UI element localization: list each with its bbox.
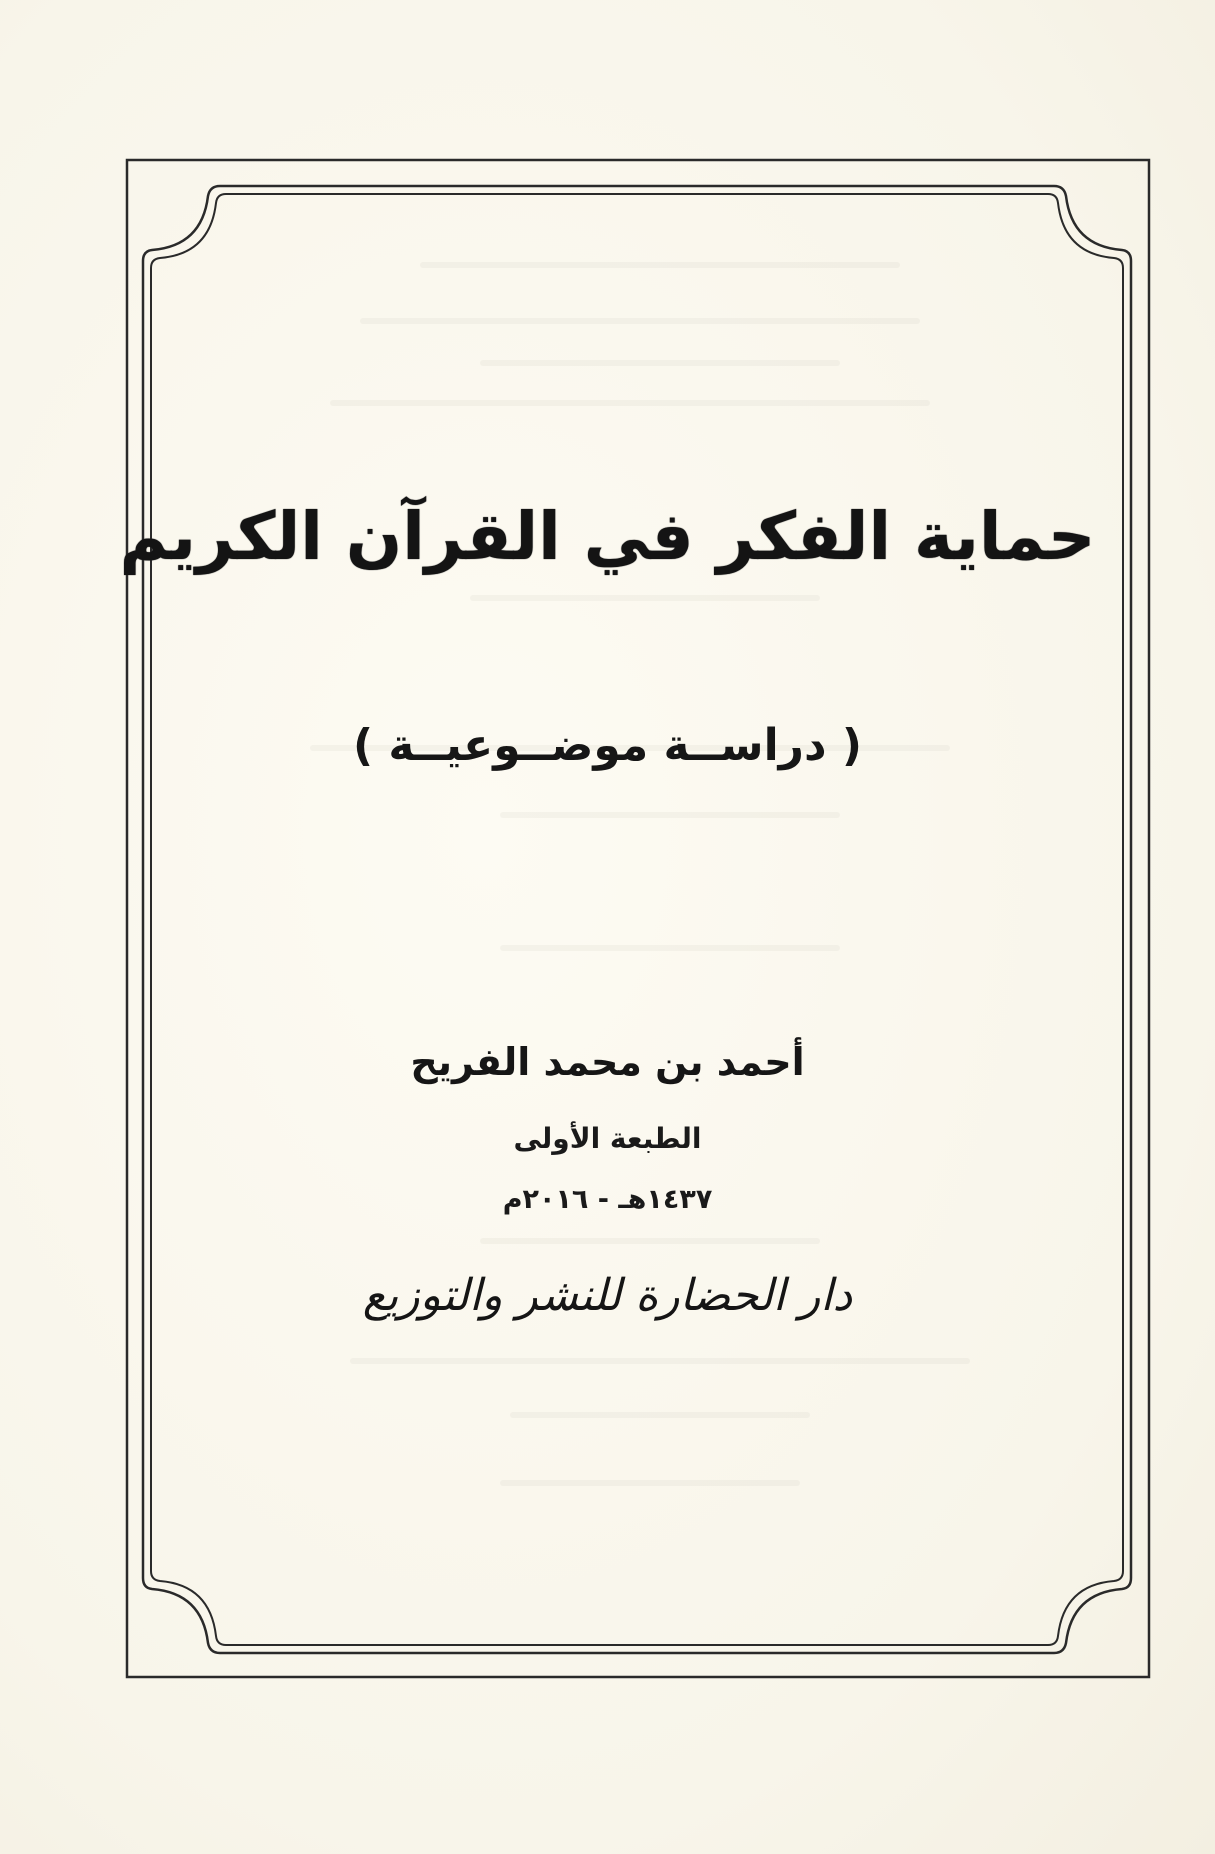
outer-border <box>127 160 1149 1677</box>
book-subtitle: ( دراســة موضــوعيــة ) <box>353 720 862 771</box>
publisher-name: دار الحضارة للنشر والتوزيع <box>362 1270 853 1321</box>
book-title: حماية الفكر في القرآن الكريم <box>119 498 1096 575</box>
publication-date: ١٤٣٧هـ - ٢٠١٦م <box>502 1184 713 1215</box>
inner-border-inner-line <box>151 194 1123 1645</box>
edition-label: الطبعة الأولى <box>513 1122 702 1155</box>
author-name: أحمد بن محمد الفريح <box>410 1040 805 1084</box>
inner-border-outer-line <box>143 186 1131 1653</box>
